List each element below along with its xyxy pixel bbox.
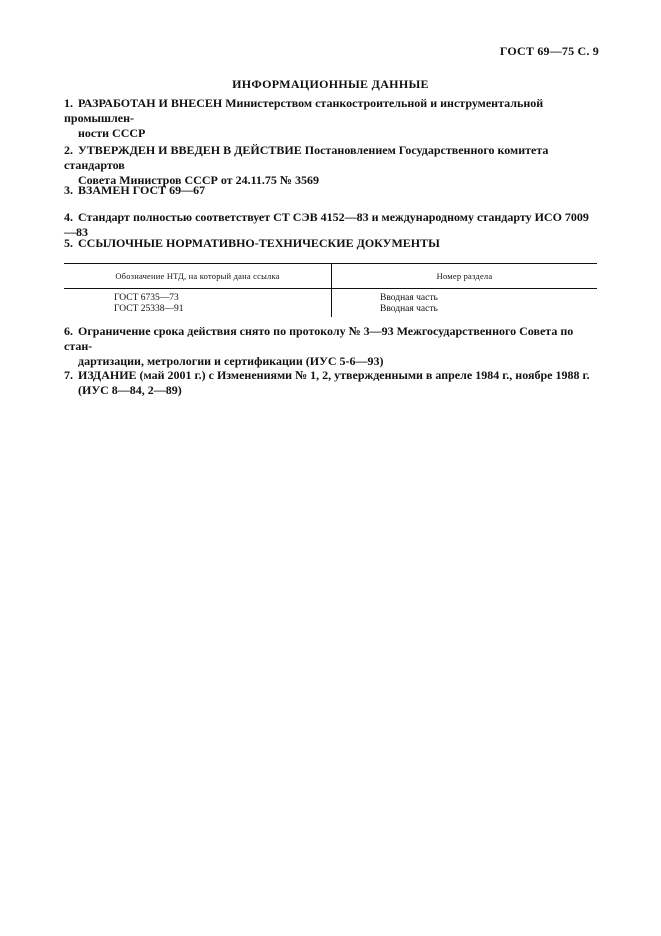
item-5 (64, 236, 598, 251)
item-number: 7. (64, 368, 73, 382)
item-text: Министерством станкостроительной и инструментальной промышлен- (64, 96, 544, 125)
table-cell-section: Вводная часть (380, 304, 438, 314)
table-cell-section: Вводная часть (380, 293, 438, 303)
document-title: ИНФОРМАЦИОННЫЕ ДАННЫЕ (232, 77, 429, 91)
item-number: 4. (64, 210, 73, 224)
item-text: Постановлением Государственного комитета стандартов (64, 143, 549, 172)
item-1 (64, 96, 598, 141)
item-label: РАЗРАБОТАН И ВНЕСЕН (78, 96, 223, 110)
item-text: ИЗДАНИЕ (май 2001 г.) с Изменениями № 1, 2, утвержденными в апреле 1984 г., ноябре 1988 г. (78, 368, 590, 382)
item-3 (64, 183, 598, 198)
item-text-continued: дартизации, метрологии и сертификации (ИУС 5-6—93) (78, 354, 384, 368)
item-number: 3. (64, 183, 73, 197)
item-text: ССЫЛОЧНЫЕ НОРМАТИВНО-ТЕХНИЧЕСКИЕ ДОКУМЕНТЫ (78, 236, 440, 250)
column-header-section: Номер раздела (332, 264, 598, 289)
item-7 (64, 368, 598, 398)
item-text: ВЗАМЕН ГОСТ 69—67 (78, 183, 206, 197)
item-text-continued: (ИУС 8—84, 2—89) (78, 383, 182, 397)
item-number: 2. (64, 143, 73, 157)
item-text-continued: ности СССР (78, 126, 146, 140)
item-text-continued: Совета Министров СССР от 24.11.75 № 3569 (78, 173, 319, 187)
item-label: УТВЕРЖДЕН И ВВЕДЕН В ДЕЙСТВИЕ (78, 143, 302, 157)
item-number: 1. (64, 96, 73, 110)
item-number: 5. (64, 236, 73, 250)
table-row (64, 289, 597, 305)
item-number: 6. (64, 324, 73, 338)
column-header-document: Обозначение НТД, на который дана ссылка (64, 264, 332, 289)
item-text: Ограничение срока действия снято по протоколу № 3—93 Межгосударственного Совета по стан- (64, 324, 574, 353)
table-row (64, 304, 597, 317)
table-cell-document: ГОСТ 25338—91 (64, 304, 332, 317)
item-2 (64, 143, 598, 188)
page-header: ГОСТ 69—75 С. 9 (499, 44, 599, 58)
item-text: Стандарт полностью соответствует СТ СЭВ 4152—83 и международному стандарту ИСО 7009—83 (64, 210, 589, 239)
table-header-row (64, 264, 597, 289)
reference-documents-table (64, 263, 597, 317)
item-6 (64, 324, 598, 369)
table-cell-document: ГОСТ 6735—73 (64, 289, 332, 305)
